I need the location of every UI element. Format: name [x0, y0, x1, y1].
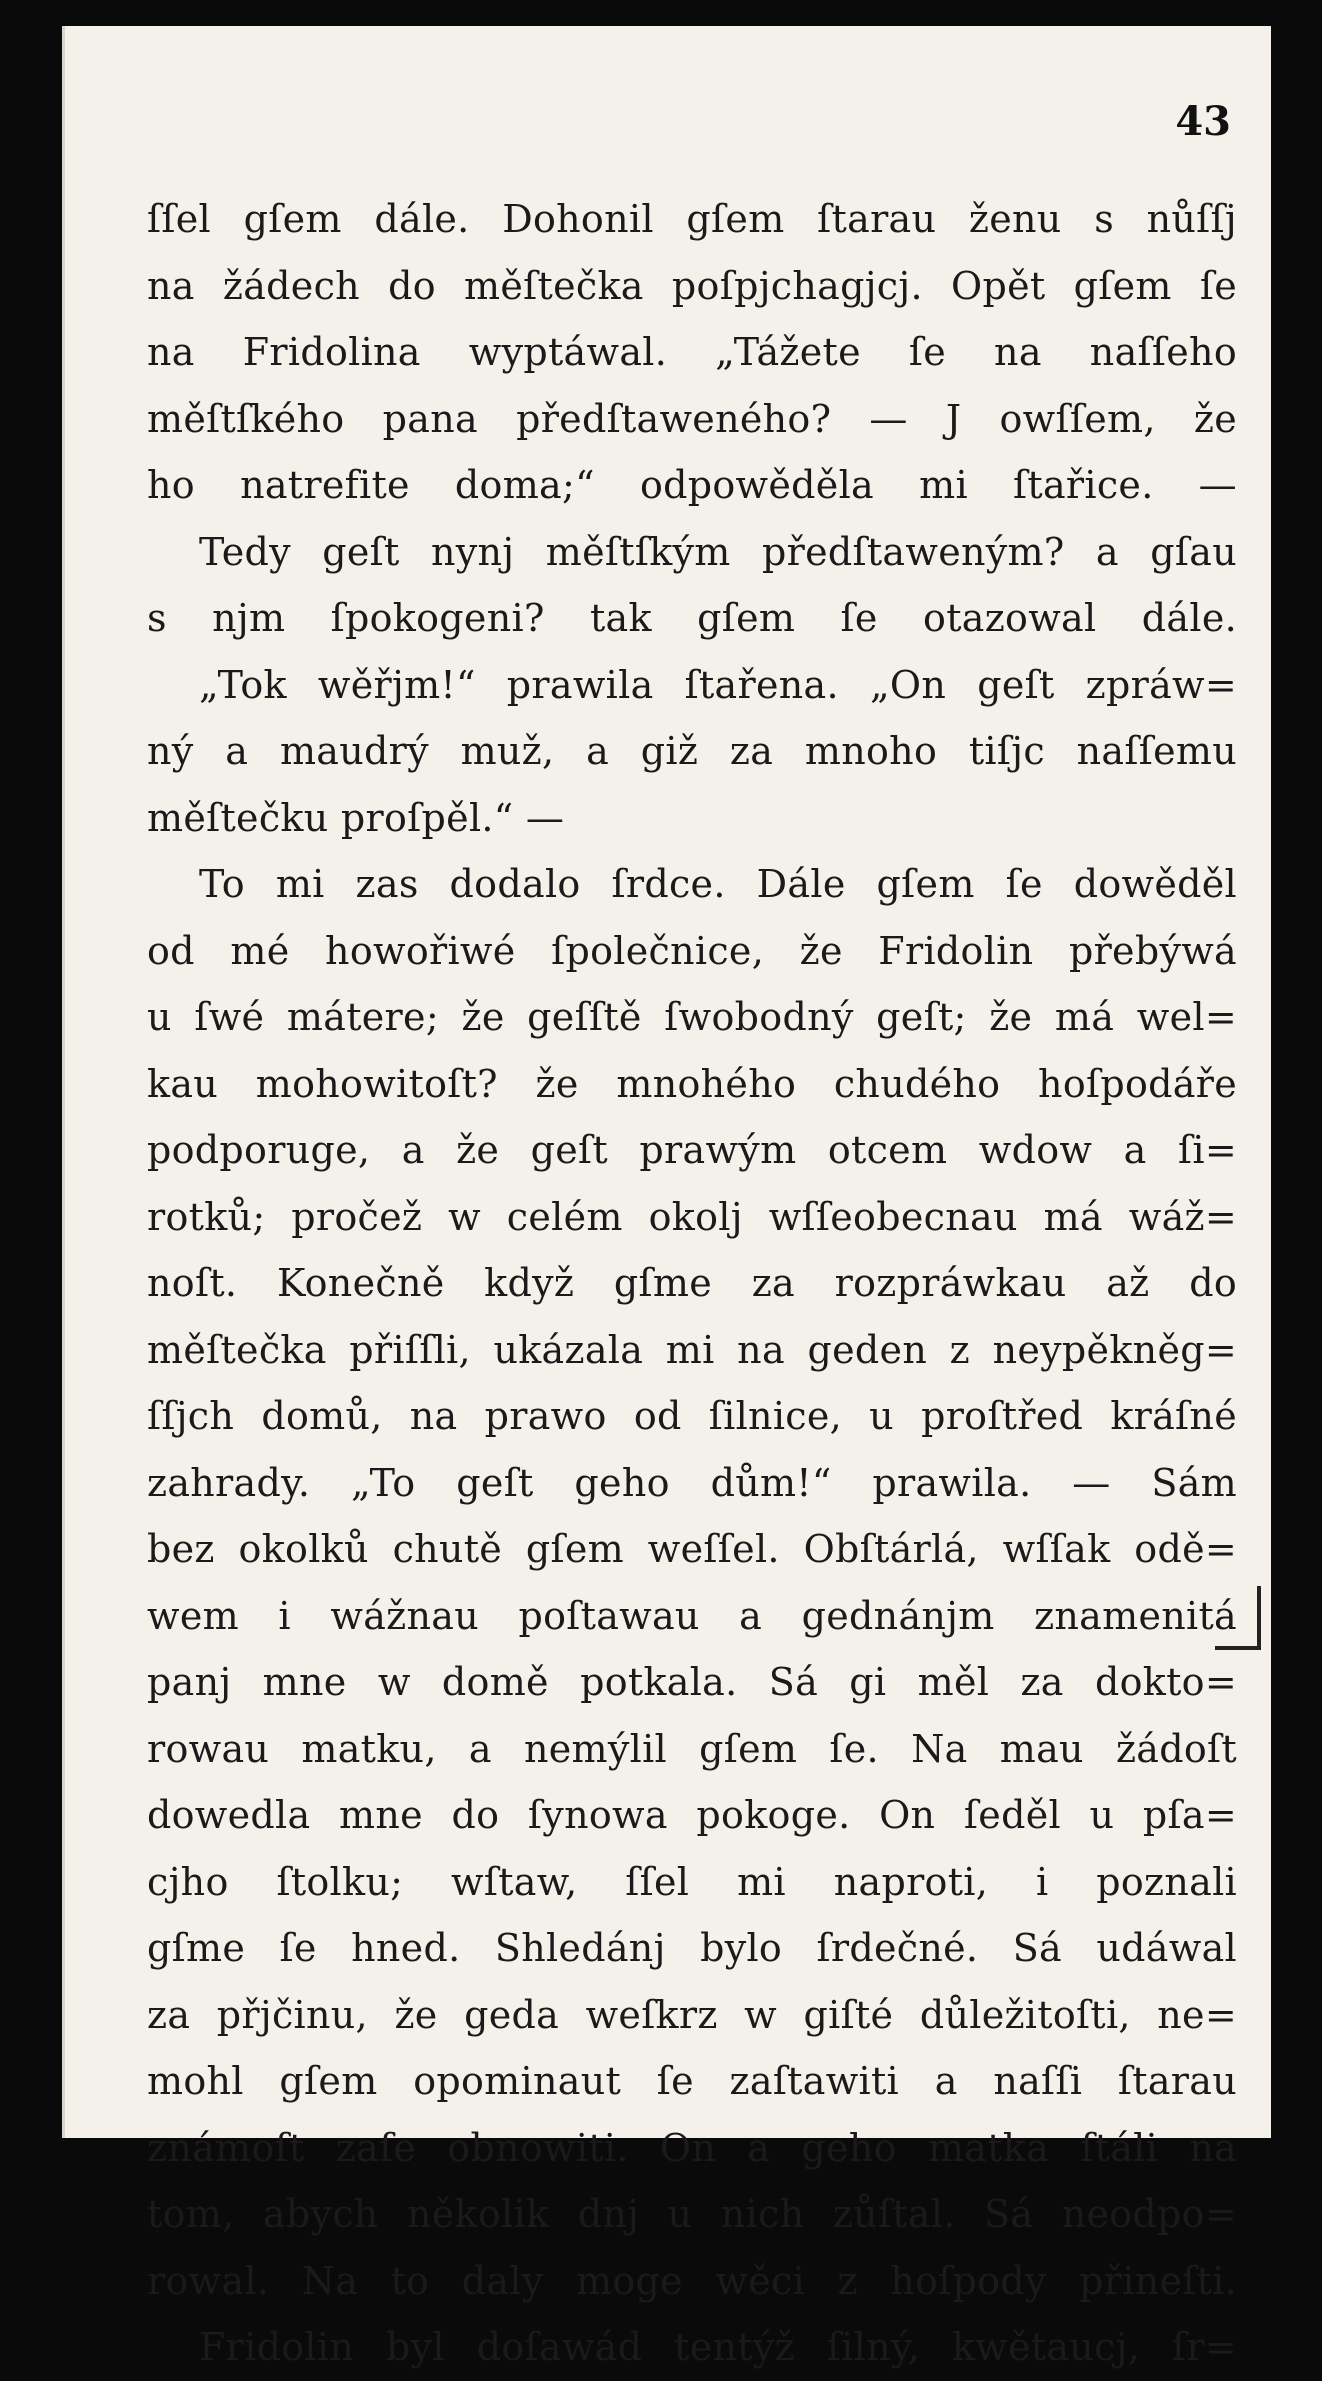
text-line: ſſel gſem dále. Dohonil gſem ſtarau ženu s nůſſj — [147, 197, 1237, 241]
text-line: mohl gſem opominaut ſe zaſtawiti a naſſi ſtarau — [147, 2059, 1237, 2103]
text-line: „Tok wěřjm!“ prawila ſtařena. „On geſt zpráw= — [199, 662, 1237, 707]
text-line: na žádech do měſtečka poſpjchagjcj. Opět gſem ſe — [147, 263, 1237, 308]
text-line: za přjčinu, že geda weſkrz w giſté důležitoſti, ne= — [147, 1992, 1237, 2037]
text-line: rowal. Na to daly moge wěci z hoſpody přineſti. — [147, 2258, 1237, 2303]
page-number: 43 — [1175, 98, 1231, 145]
text-line: s njm ſpokogeni? tak gſem ſe otazowal dále. — [147, 596, 1237, 640]
text-line: kau mohowitoſt? že mnohého chudého hoſpodáře — [147, 1061, 1237, 1106]
text-line: na Fridolina wyptáwal. „Tážete ſe na naſſeho — [147, 330, 1237, 374]
text-line: měſtečku proſpěl.“ — — [147, 795, 565, 840]
text-line: noſt. Konečně když gſme za rozpráwkau až do — [147, 1261, 1237, 1305]
text-line: rowau matku, a nemýlil gſem ſe. Na mau žádoſt — [147, 1726, 1237, 1771]
text-line: wem i wážnau poſtawau a gednánjm znamenitá — [147, 1593, 1237, 1638]
text-line: tom, abych několik dnj u nich zůſtal. Sá neodpo= — [147, 2192, 1237, 2236]
book-page — [62, 26, 1271, 2369]
text-line: To mi zas dodalo ſrdce. Dále gſem ſe dowěděl — [199, 862, 1237, 906]
text-line: bez okolků chutě gſem weſſel. Obſtárlá, wſſak odě= — [147, 1527, 1237, 1571]
text-line: u ſwé mátere; že geſſtě ſwobodný geſt; že má wel= — [147, 995, 1237, 1039]
text-line: dowedla mne do ſynowa pokoge. On ſeděl u pſa= — [147, 1793, 1237, 1837]
text-line: známoſt zaſe obnowiti. On a geho matka ſtáli na — [147, 2125, 1237, 2170]
body-text — [147, 186, 1237, 2381]
text-line: ſſjch domů, na prawo od ſilnice, u proſtřed kráſné — [147, 1394, 1237, 1438]
text-line: zahrady. „To geſt geho dům!“ prawila. — Sám — [147, 1460, 1237, 1505]
text-line: gſme ſe hned. Shledánj bylo ſrdečné. Sá udáwal — [147, 1926, 1237, 1970]
text-line: cjho ſtolku; wſtaw, ſſel mi naproti, i poznali — [147, 1859, 1237, 1904]
text-line: panj mne w domě potkala. Sá gi měl za dokto= — [147, 1660, 1237, 1704]
text-line: měſtečka přiſſli, ukázala mi na geden z neypěkněg= — [147, 1327, 1237, 1372]
text-line: Tedy geſt nynj měſtſkým předſtaweným? a gſau — [199, 529, 1237, 574]
page-edge-mark — [1215, 1586, 1261, 1650]
text-line: ho natrefite doma;“ odpowěděla mi ſtařice. — — [147, 463, 1237, 507]
text-line: Fridolin byl doſawád tentýž ſilný, kwětaucj, ſr= — [199, 2325, 1237, 2369]
text-line: měſtſkého pana předſtaweného? — J owſſem, že — [147, 396, 1237, 441]
text-line: rotků; pročež w celém okolj wſſeobecnau má wáž= — [147, 1194, 1237, 1239]
text-line: od mé howořiwé ſpolečnice, že Fridolin přebýwá — [147, 928, 1237, 973]
text-line: ný a maudrý muž, a giž za mnoho tiſjc naſſemu — [147, 729, 1237, 773]
text-line: podporuge, a že geſt prawým otcem wdow a ſi= — [147, 1128, 1237, 1172]
